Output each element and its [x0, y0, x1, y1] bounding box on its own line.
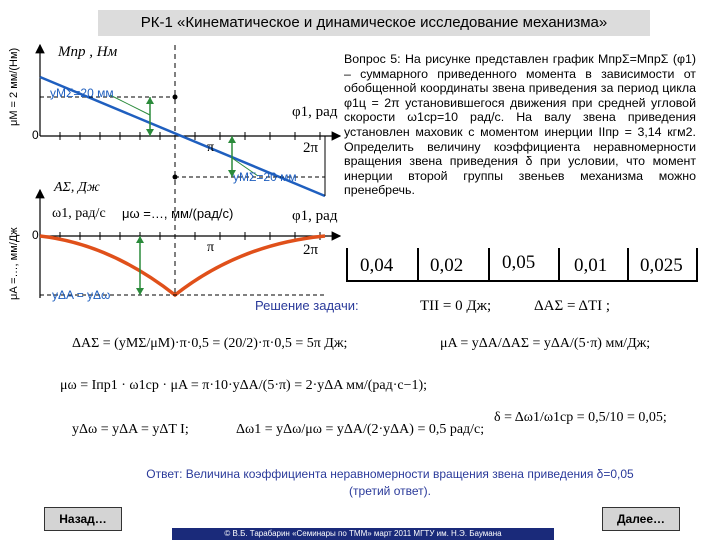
solution-label: Решение задачи:: [255, 298, 359, 313]
energy-axis-label: AΣ, Дж: [54, 180, 100, 195]
footer-credit: © В.Б. Тарабарин «Семинары по ТММ» март 2011 МГТУ им. Н.Э. Баумана: [172, 528, 554, 540]
back-button[interactable]: Назад…: [44, 507, 122, 531]
formula-t2: TII = 0 Дж;: [420, 298, 492, 314]
mu-m-axis-label: μM = 2 мм/(Нм): [8, 47, 20, 126]
omega-axis-label: ω1, рад/с: [52, 206, 106, 221]
formula-delta: δ = Δω1/ω1ср = 0,5/10 = 0,05;: [494, 410, 667, 425]
two-pi-top-label: 2π: [303, 140, 319, 156]
formula-energy: ΔAΣ = (yMΣ/μM)·π·0,5 = (20/2)·π·0,5 = 5π Дж;: [72, 336, 348, 351]
zero-bottom-label: 0: [32, 228, 39, 242]
formula-y-omega: yΔω = yΔA = yΔT I;: [72, 422, 189, 437]
formula-delta-omega: Δω1 = yΔω/μω = yΔA/(2·yΔA) = 0,5 рад/с;: [236, 422, 485, 437]
phi-bottom-label: φ1, рад: [292, 208, 338, 224]
moment-axis-label: Mпр , Нм: [58, 44, 118, 60]
page-title: РК-1 «Кинематическое и динамическое исследование механизма»: [98, 10, 650, 36]
option-3[interactable]: 0,05: [502, 252, 536, 273]
formula-mu-omega: μω = Iпр1 · ω1ср · μA = π·10·yΔA/(5·π) = 2·yΔA мм/(рад·с−1);: [60, 378, 428, 393]
energy-curve: [40, 236, 325, 295]
zero-top-label: 0: [32, 128, 39, 142]
ym-left-label: yMΣ=20 мм: [50, 86, 114, 100]
option-1[interactable]: 0,04: [360, 255, 394, 276]
mu-omega-label: μω =…, мм/(рад/с): [122, 206, 234, 221]
option-5[interactable]: 0,025: [640, 255, 683, 276]
pi-bottom-label: π: [207, 240, 215, 255]
two-pi-bottom-label: 2π: [303, 242, 319, 258]
y-equal-label: yΔA = yΔω: [52, 288, 111, 302]
option-4[interactable]: 0,01: [574, 255, 608, 276]
answer-text: Ответ: Величина коэффициента неравномерности вращения звена приведения δ=0,05 (третий ответ).: [146, 467, 634, 498]
phi-top-label: φ1, рад: [292, 104, 338, 120]
next-button[interactable]: Далее…: [602, 507, 680, 531]
option-2[interactable]: 0,02: [430, 255, 464, 276]
pi-top-label: π: [207, 140, 215, 155]
formula-delta-a: ΔAΣ = ΔTI ;: [534, 298, 611, 314]
mu-a-axis-label: μA =…, мм/Дж: [8, 227, 20, 300]
formula-mu-a: μA = yΔA/ΔAΣ = yΔA/(5·π) мм/Дж;: [440, 336, 651, 351]
ym-right-label: yMΣ=20 мм: [233, 170, 297, 184]
question-text: Вопрос 5: На рисунке представлен график MпрΣ=MпрΣ (φ1) – суммарного приведенного момента в зависимости от обобщенной координаты звена приведения за период цикла φ1ц = 2π установившегося движения при средней угловой скорости ω1ср=10 рад/с. На валу звена приведения установлен маховик с моментом инерции IIпр = 3,14 кгм2. Определить величину коэффициента неравномерности вращения звена приведения δ при условии, что момент инерции второй группы звеньев механизма можно пренебречь.: [344, 52, 696, 198]
